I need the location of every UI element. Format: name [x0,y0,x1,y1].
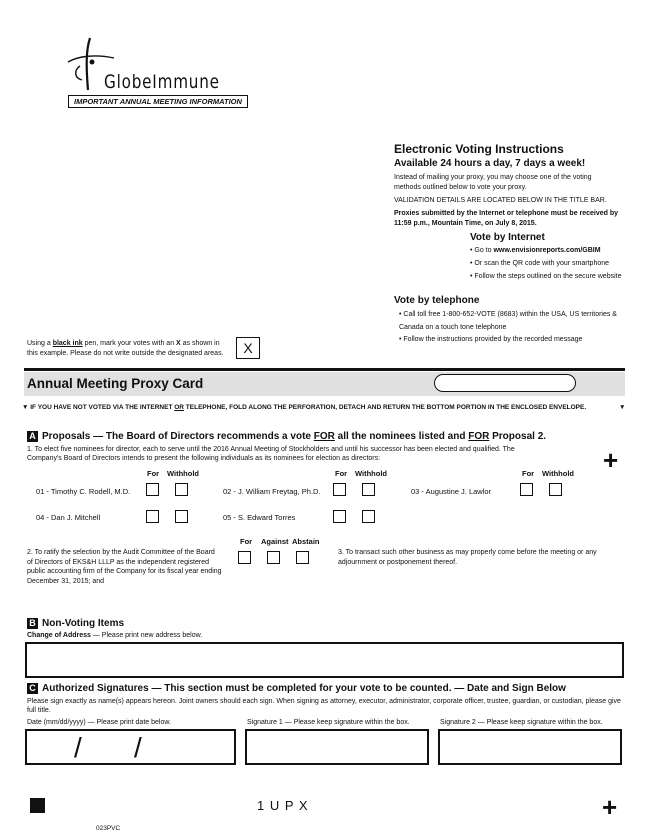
col-for: For [240,537,253,546]
section-a-header: A Proposals — The Board of Directors recommends a vote FOR all the nominees listed and FOR Proposal 2. [27,431,546,442]
proposal-1-text: 1. To elect five nominees for director, each to serve until the 2016 Annual Meeting of Stockholders and until his successor has been elected and qualified. The Company's Board of Directors intends to present the following individuals as its nominees for election as directors: [27,446,515,462]
section-b-header: B Non-Voting Items [27,618,124,629]
nominee-1-withhold-checkbox[interactable] [175,483,188,496]
form-id: 023PVC [96,825,121,832]
date-slash: / [74,732,82,763]
plus-icon: + [603,445,619,475]
nominee-3-withhold-checkbox[interactable] [549,483,562,496]
nominee-5-withhold-checkbox[interactable] [362,510,375,523]
signature-1-box[interactable] [245,729,429,765]
internet-qr: • Or scan the QR code with your smartphone [470,260,610,267]
nominee-4-for-checkbox[interactable] [146,510,159,523]
section-c-letter: C [27,683,38,694]
change-of-address-label: Change of Address — Please print new address below. [27,632,203,639]
meeting-info-label: IMPORTANT ANNUAL MEETING INFORMATION [68,95,248,108]
proposal-2-abstain-checkbox[interactable] [296,551,309,564]
vote-telephone-title: Vote by telephone [394,295,480,306]
availability-text: Available 24 hours a day, 7 days a week! [394,158,586,169]
electronic-voting-title: Electronic Voting Instructions [394,142,564,156]
nominee-2-for-checkbox[interactable] [333,483,346,496]
date-label: Date (mm/dd/yyyy) — Please print date below. [27,719,171,726]
col-withhold: Withhold [167,469,200,478]
signature-1-label: Signature 1 — Please keep signature within the box. [247,719,410,726]
footer-code: 1 U P X [257,798,309,813]
section-a-letter: A [27,431,38,442]
nominee-5-for-checkbox[interactable] [333,510,346,523]
col-withhold: Withhold [355,469,388,478]
col-against: Against [261,537,289,546]
proxy-card-title: Annual Meeting Proxy Card [27,376,204,391]
section-b-letter: B [27,618,38,629]
internet-goto: • Go to www.envisionreports.com/GBIM [470,247,601,254]
proposal-2-text: 2. To ratify the selection by the Audit Committee of the Board of Directors of EKS&H LLLP as the independent registered public accounting firm of the Company for its fiscal year ending December 31, 2015; and [27,549,222,585]
col-for: For [147,469,160,478]
signature-2-label: Signature 2 — Please keep signature within the box. [440,719,603,726]
deadline-note: Proxies submitted by the Internet or telephone must be received by 11:59 p.m., Mountain Time, on July 8, 2015. [394,210,619,227]
company-name: GlobeImmune [104,71,220,93]
voting-url[interactable]: www.envisionreports.com/GBIM [493,247,601,254]
voting-intro: Instead of mailing your proxy, you may choose one of the voting methods outlined below to vote your proxy. [394,174,592,191]
signature-2-box[interactable] [438,729,622,765]
marking-instructions: Using a black ink pen, mark your votes with an X as shown in this example. Please do not write outside the designated areas. [27,340,224,357]
col-abstain: Abstain [292,537,320,546]
arrow-down-icon: ▼ [619,404,626,411]
fold-notice: ▼ IF YOU HAVE NOT VOTED VIA THE INTERNET OR TELEPHONE, FOLD ALONG THE PERFORATION, DETACH AND RETURN THE BOTTOM PORTION IN THE ENCLOSED ENVELOPE. [22,404,587,411]
col-for: For [522,469,535,478]
registration-mark [30,798,45,813]
validation-note: VALIDATION DETAILS ARE LOCATED BELOW IN THE TITLE BAR. [394,197,607,204]
nominee-label: 05 - S. Edward Torres [223,513,296,522]
title-bar-rule [24,368,625,371]
internet-steps: • Follow the steps outlined on the secure website [470,273,622,280]
section-c-header: C Authorized Signatures — This section must be completed for your vote to be counted. — Date and Sign Below [27,683,566,694]
nominee-label: 01 - Timothy C. Rodell, M.D. [36,487,131,496]
telephone-call: • Call toll free 1-800-652-VOTE (8683) within the USA, US territories & Canada on a touch tone telephone [399,311,617,331]
proposal-3-text: 3. To transact such other business as may properly come before the meeting or any adjournment or postponement thereof. [338,549,597,566]
vote-internet-title: Vote by Internet [470,232,545,243]
address-input-box[interactable] [25,642,624,678]
date-slash: / [134,732,142,763]
plus-icon: + [602,792,618,822]
arrow-down-icon: ▼ [22,404,29,411]
nominee-label: 04 - Dan J. Mitchell [36,513,101,522]
col-withhold: Withhold [542,469,575,478]
title-bar [24,372,625,396]
telephone-follow: • Follow the instructions provided by the recorded message [399,336,583,343]
nominee-2-withhold-checkbox[interactable] [362,483,375,496]
signature-instructions: Please sign exactly as name(s) appears hereon. Joint owners should each sign. When signing as attorney, executor, administrator, corporate officer, trustee, guardian, or custodian, please give full title. [27,698,621,714]
col-for: For [335,469,348,478]
proposal-2-for-checkbox[interactable] [238,551,251,564]
nominee-label: 02 - J. William Freytag, Ph.D. [223,487,321,496]
nominee-4-withhold-checkbox[interactable] [175,510,188,523]
validation-code-box [434,374,576,392]
nominee-label: 03 - Augustine J. Lawlor [411,487,492,496]
proposal-2-against-checkbox[interactable] [267,551,280,564]
example-mark-box: X [236,337,260,359]
nominee-3-for-checkbox[interactable] [520,483,533,496]
nominee-1-for-checkbox[interactable] [146,483,159,496]
date-input-box[interactable] [25,729,236,765]
